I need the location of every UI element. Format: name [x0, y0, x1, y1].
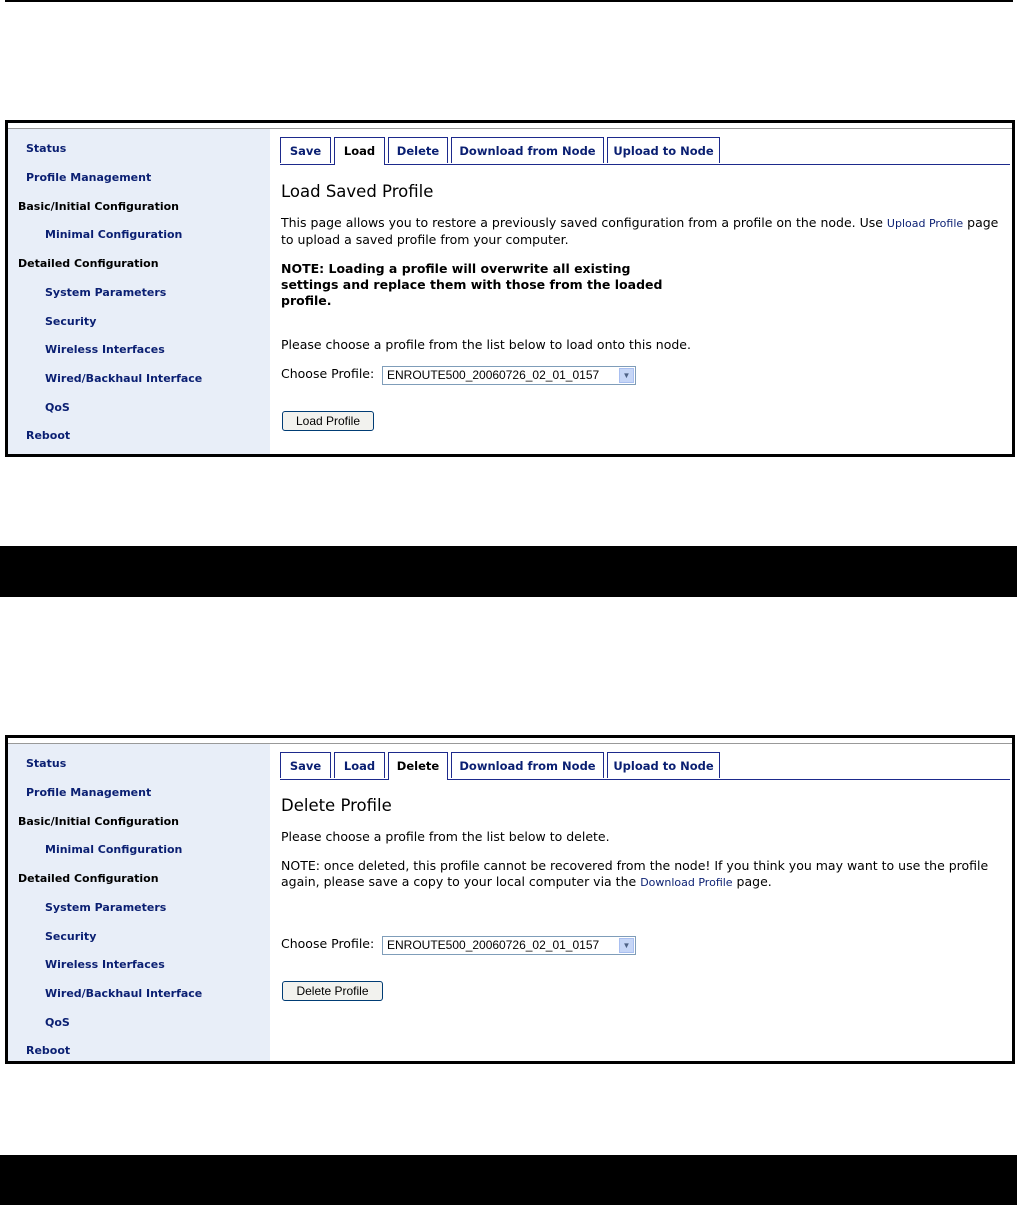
- nav-minimal-configuration[interactable]: Minimal Configuration: [45, 228, 183, 241]
- nav-reboot[interactable]: Reboot: [26, 429, 71, 442]
- load-profile-button[interactable]: Load Profile: [282, 411, 374, 431]
- dropdown-arrow-icon[interactable]: ▼: [619, 368, 634, 383]
- page-title: Load Saved Profile: [281, 182, 434, 201]
- choose-profile-label: Choose Profile:: [281, 936, 375, 951]
- tab-upload-to-node[interactable]: Upload to Node: [607, 137, 720, 163]
- section-divider-bar: [0, 546, 1017, 597]
- nav-minimal-configuration[interactable]: Minimal Configuration: [45, 843, 183, 856]
- main-content: [272, 129, 1012, 454]
- load-profile-screenshot: [5, 120, 1015, 457]
- nav-status[interactable]: Status: [26, 142, 67, 155]
- nav-detailed-configuration: Detailed Configuration: [18, 872, 159, 885]
- section-divider-bar: [0, 1155, 1017, 1205]
- nav-qos[interactable]: QoS: [45, 401, 70, 414]
- tab-delete[interactable]: Delete: [388, 137, 448, 163]
- nav-qos[interactable]: QoS: [45, 1016, 70, 1029]
- nav-wireless-interfaces[interactable]: Wireless Interfaces: [45, 343, 165, 356]
- tab-bar: [280, 137, 1010, 165]
- delete-profile-button[interactable]: Delete Profile: [282, 981, 383, 1001]
- nav-security[interactable]: Security: [45, 315, 97, 328]
- tab-download-from-node[interactable]: Download from Node: [451, 752, 604, 778]
- top-rule: [5, 0, 1013, 2]
- profile-select[interactable]: ENROUTE500_20060726_02_01_0157 ▼: [382, 936, 636, 955]
- tab-load[interactable]: Load: [334, 137, 385, 165]
- nav-reboot[interactable]: Reboot: [26, 1044, 71, 1057]
- profile-select[interactable]: ENROUTE500_20060726_02_01_0157 ▼: [382, 366, 636, 385]
- nav-basic-initial-configuration: Basic/Initial Configuration: [18, 200, 179, 213]
- nav-basic-initial-configuration: Basic/Initial Configuration: [18, 815, 179, 828]
- dropdown-arrow-icon[interactable]: ▼: [619, 938, 634, 953]
- warning-note: NOTE: Loading a profile will overwrite all existing settings and replace them with those from the loaded profile.: [281, 261, 663, 308]
- tab-load[interactable]: Load: [334, 752, 385, 778]
- nav-system-parameters[interactable]: System Parameters: [45, 286, 167, 299]
- download-profile-link[interactable]: Download Profile: [640, 876, 733, 889]
- delete-profile-screenshot: [5, 735, 1015, 1064]
- instruction-text: Please choose a profile from the list below to delete.: [281, 829, 610, 844]
- tab-upload-to-node[interactable]: Upload to Node: [607, 752, 720, 778]
- nav-status[interactable]: Status: [26, 757, 67, 770]
- nav-profile-management[interactable]: Profile Management: [26, 786, 152, 799]
- upload-profile-link[interactable]: Upload Profile: [886, 217, 964, 230]
- nav-profile-management[interactable]: Profile Management: [26, 171, 152, 184]
- intro-text: This page allows you to restore a previously saved configuration from a profile on the node. Use Upload Profile page to upload a saved profile from your computer.: [281, 215, 999, 247]
- nav-detailed-configuration: Detailed Configuration: [18, 257, 159, 270]
- choose-profile-label: Choose Profile:: [281, 366, 375, 381]
- tab-delete[interactable]: Delete: [388, 752, 448, 780]
- instruction-text: Please choose a profile from the list below to load onto this node.: [281, 337, 691, 352]
- main-content: [272, 744, 1012, 1061]
- nav-system-parameters[interactable]: System Parameters: [45, 901, 167, 914]
- tab-save[interactable]: Save: [280, 137, 331, 163]
- nav-wired-backhaul-interface[interactable]: Wired/Backhaul Interface: [45, 372, 203, 385]
- nav-wireless-interfaces[interactable]: Wireless Interfaces: [45, 958, 165, 971]
- sidebar: [8, 129, 270, 454]
- tab-save[interactable]: Save: [280, 752, 331, 778]
- nav-wired-backhaul-interface[interactable]: Wired/Backhaul Interface: [45, 987, 203, 1000]
- nav-security[interactable]: Security: [45, 930, 97, 943]
- sidebar: [8, 744, 270, 1061]
- tab-bar: [280, 752, 1010, 780]
- warning-note: NOTE: once deleted, this profile cannot be recovered from the node! If you think you may want to use the profile again, please save a copy to your local computer via the Download Profile page.: [281, 858, 989, 889]
- page-title: Delete Profile: [281, 796, 392, 815]
- tab-download-from-node[interactable]: Download from Node: [451, 137, 604, 163]
